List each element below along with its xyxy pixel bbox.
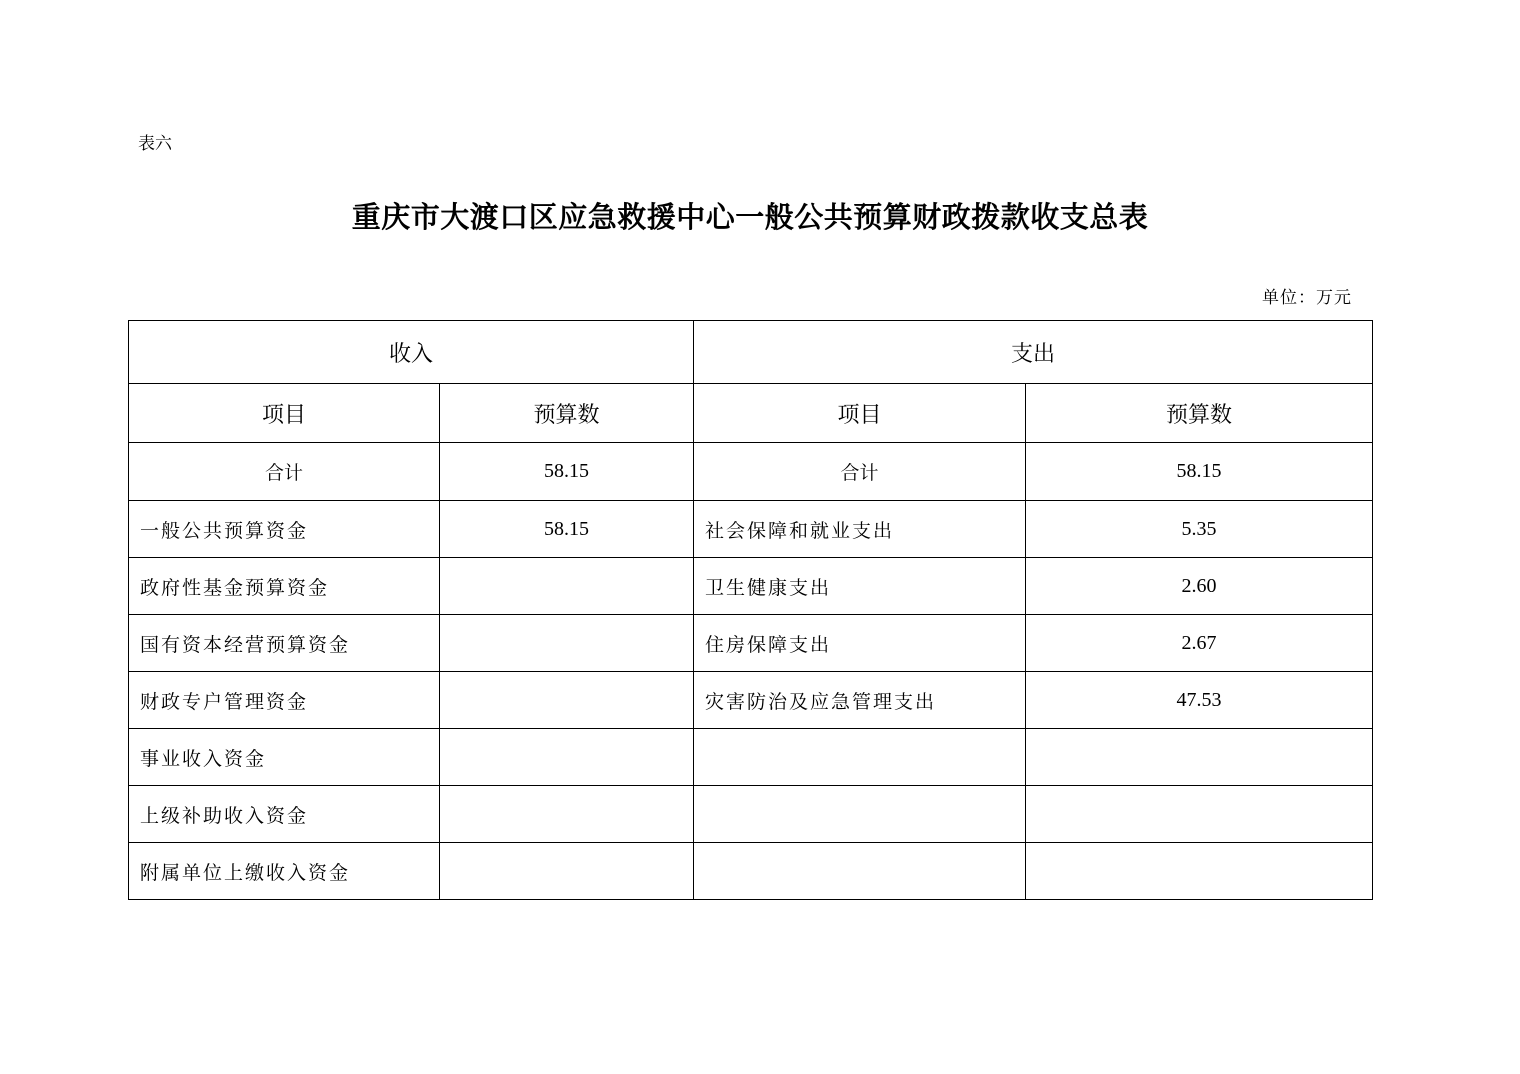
- income-item: 国有资本经营预算资金: [129, 615, 440, 672]
- table-row: [129, 729, 1373, 786]
- expense-value: [1026, 729, 1373, 786]
- expense-value: 2.60: [1026, 558, 1373, 615]
- expense-value: [1026, 786, 1373, 843]
- income-section-header: 收入: [129, 321, 694, 384]
- expense-value: [1026, 843, 1373, 900]
- income-item: 上级补助收入资金: [129, 786, 440, 843]
- income-value: [440, 843, 694, 900]
- income-item: 政府性基金预算资金: [129, 558, 440, 615]
- total-row: [129, 443, 1373, 501]
- income-value: [440, 729, 694, 786]
- unit-label: 单位：万元: [1262, 288, 1352, 308]
- income-total-value: 58.15: [440, 443, 694, 501]
- section-header-row: [129, 321, 1373, 384]
- page-title: 重庆市大渡口区应急救援中心一般公共预算财政拨款收支总表: [351, 200, 1149, 234]
- table-row: [129, 558, 1373, 615]
- income-item: 财政专户管理资金: [129, 672, 440, 729]
- expense-item: 卫生健康支出: [694, 558, 1026, 615]
- expense-item-header: 项目: [694, 384, 1026, 443]
- table-row: [129, 672, 1373, 729]
- income-value: [440, 615, 694, 672]
- expense-value: 2.67: [1026, 615, 1373, 672]
- income-value: [440, 558, 694, 615]
- expense-value: 5.35: [1026, 501, 1373, 558]
- income-item-header: 项目: [129, 384, 440, 443]
- income-value: [440, 786, 694, 843]
- income-item: 事业收入资金: [129, 729, 440, 786]
- expense-item: 灾害防治及应急管理支出: [694, 672, 1026, 729]
- table-row: [129, 615, 1373, 672]
- expense-item: 社会保障和就业支出: [694, 501, 1026, 558]
- expense-item: [694, 729, 1026, 786]
- expense-value: 47.53: [1026, 672, 1373, 729]
- table-row: [129, 843, 1373, 900]
- income-budget-header: 预算数: [440, 384, 694, 443]
- income-item: 附属单位上缴收入资金: [129, 843, 440, 900]
- expense-item: [694, 786, 1026, 843]
- expense-item: 住房保障支出: [694, 615, 1026, 672]
- income-item: 一般公共预算资金: [129, 501, 440, 558]
- column-header-row: [129, 384, 1373, 443]
- expense-budget-header: 预算数: [1026, 384, 1373, 443]
- budget-table: [128, 320, 1373, 900]
- table-row: [129, 786, 1373, 843]
- income-total-label: 合计: [129, 443, 440, 501]
- table-row: [129, 501, 1373, 558]
- expense-item: [694, 843, 1026, 900]
- expense-total-label: 合计: [694, 443, 1026, 501]
- income-value: 58.15: [440, 501, 694, 558]
- table-label: 表六: [138, 134, 172, 154]
- expense-total-value: 58.15: [1026, 443, 1373, 501]
- income-value: [440, 672, 694, 729]
- expense-section-header: 支出: [694, 321, 1373, 384]
